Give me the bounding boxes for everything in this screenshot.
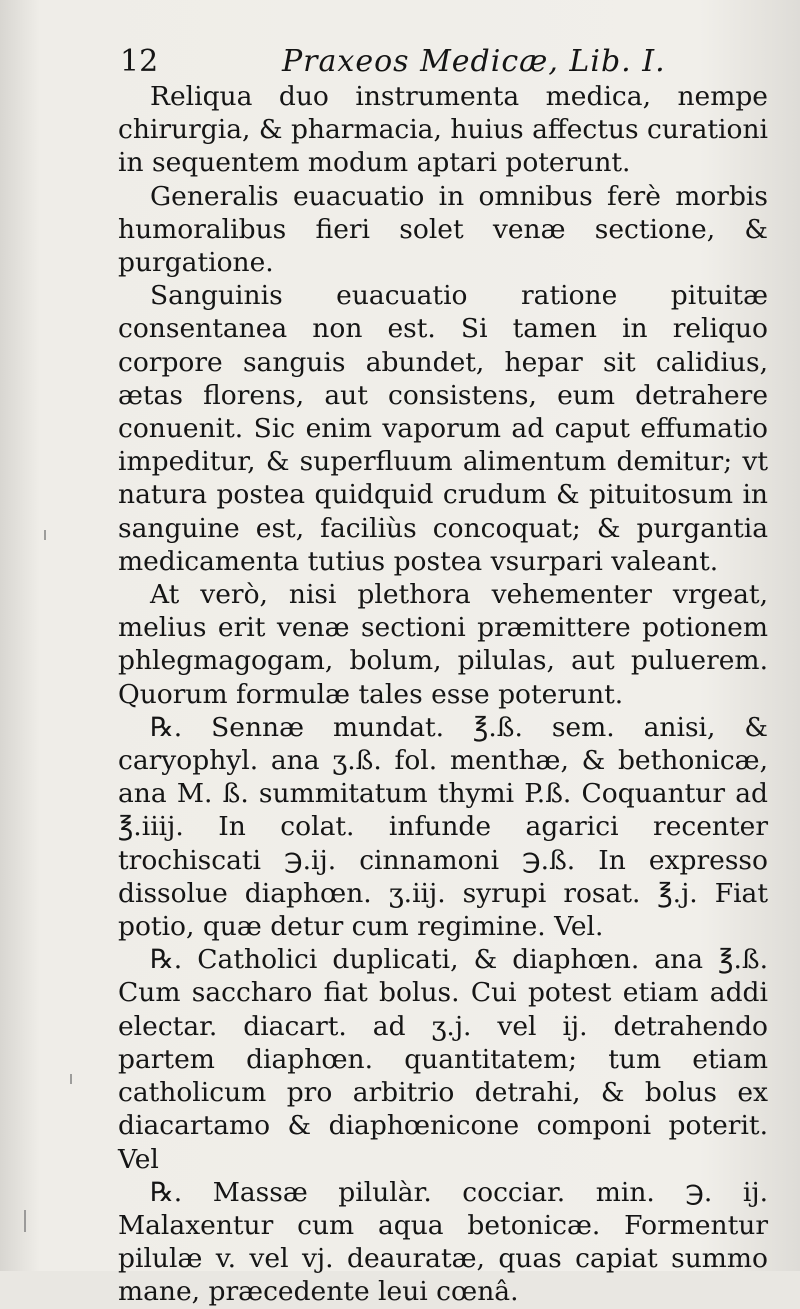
running-title: Praxeos Medicæ, Lib. I. [282, 44, 666, 79]
page-number: 12 [120, 44, 159, 79]
recipe-paragraph: ℞. Massæ pilulàr. cocciar. min. ℈. ij. Malaxentur cum aqua betonicæ. Formentur pilulæ v. vel vj. deauratæ, quas capiat summo mane, præcedente leui cœnâ. [118, 1176, 768, 1308]
margin-mark [70, 1074, 72, 1084]
recipe-paragraph: ℞. Catholici duplicati, & diaphœn. ana ℥.ß. Cum saccharo fiat bolus. Cui potest etiam addi electar. diacart. ad ʒ.j. vel ij. detrahendo partem diaphœn. quantitatem; tum etiam catholicum pro arbitrio detrahi, & bolus ex diacartamo & diaphœnicone componi poterit. Vel [118, 944, 768, 1175]
page-header [120, 40, 740, 84]
body-text [118, 80, 768, 1309]
margin-mark [24, 1210, 26, 1232]
margin-mark [44, 530, 46, 540]
recipe-paragraph: ℞. Sennæ mundat. ℥.ß. sem. anisi, & caryophyl. ana ʒ.ß. fol. menthæ, & bethonicæ, ana M. ß. summitatum thymi P.ß. Coquantur ad ℥.iiij. In colat. infunde agarici recenter trochiscati ℈.ij. cinnamoni ℈.ß. In expresso dissolue diaphœn. ʒ.iij. syrupi rosat. ℥.j. Fiat potio, quæ detur cum regimine. Vel. [118, 711, 768, 943]
paragraph: Sanguinis euacuatio ratione pituitæ consentanea non est. Si tamen in reliquo corpore sanguis abundet, hepar sit calidius, ætas florens, aut consistens, eum detrahere conuenit. Sic enim vaporum ad caput effumatio impeditur, & superfluum alimentum demitur; vt natura postea quidquid crudum & pituitosum in sanguine est, faciliùs concoquat; & purgantia medicamenta tutius postea vsurpari valeant. [118, 280, 768, 577]
paragraph: At verò, nisi plethora vehementer vrgeat, melius erit venæ sectioni præmittere potionem phlegmagogam, bolum, pilulas, aut puluerem. Quorum formulæ tales esse poterunt. [118, 579, 768, 710]
paragraph: Generalis euacuatio in omnibus ferè morbis humoralibus fieri solet venæ sectione, & purgatione. [118, 180, 768, 279]
paragraph: Reliqua duo instrumenta medica, nempe chirurgia, & pharmacia, huius affectus curationi in sequentem modum aptari poterunt. [118, 81, 768, 179]
